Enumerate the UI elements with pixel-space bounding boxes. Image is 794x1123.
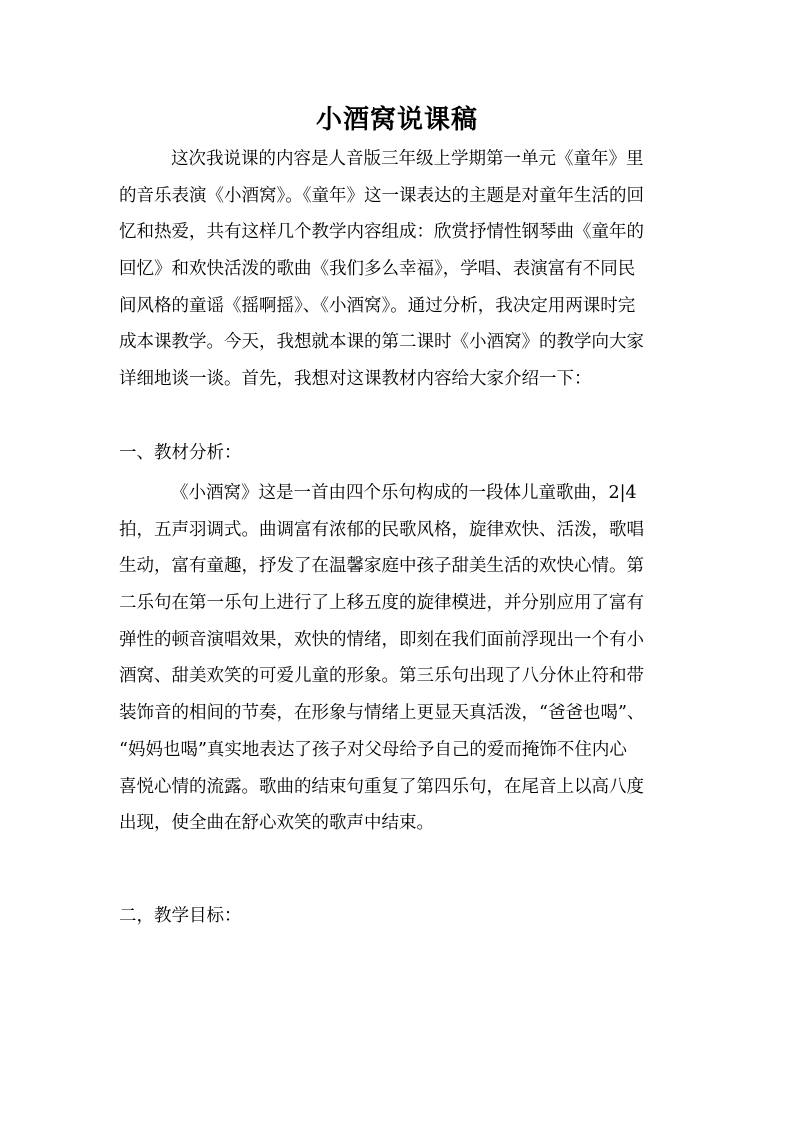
paragraph-line: 装饰音的相间的节奏，在形象与情绪上更显天真活泼，“爸爸也喝”、	[119, 703, 645, 724]
paragraph-line: 回忆》和欢快活泼的歌曲《我们多么幸福》，学唱、表演富有不同民	[119, 259, 636, 280]
paragraph-line: 间风格的童谣《摇啊摇》、《小酒窝》。通过分析，我决定用两课时完	[119, 295, 636, 316]
paragraph-line: 忆和热爱，共有这样几个教学内容组成：欣赏抒情性钢琴曲《童年的	[119, 222, 644, 243]
paragraph-line: 成本课教学。今天，我想就本课的第二课时《小酒窝》的教学向大家	[119, 332, 644, 353]
paragraph-line: 详细地谈一谈。首先，我想对这课教材内容给大家介绍一下：	[119, 369, 592, 390]
textbook-analysis-paragraph	[119, 475, 687, 842]
paragraph-line: 拍，五声羽调式。曲调富有浓郁的民歌风格，旋律欢快、活泼，歌唱	[119, 519, 644, 540]
paragraph-line: 出现，使全曲在舒心欢笑的歌声中结束。	[119, 813, 434, 834]
paragraph-line: 这次我说课的内容是人音版三年级上学期第一单元《童年》里	[171, 149, 644, 169]
intro-paragraph	[119, 141, 687, 398]
paragraph-line: 弹性的顿音演唱效果，欢快的情绪，即刻在我们面前浮现出一个有小	[119, 629, 644, 650]
paragraph-line: 生动，富有童趣，抒发了在温馨家庭中孩子甜美生活的欢快心情。第	[119, 556, 644, 577]
paragraph-line: 的音乐表演《小酒窝》。《童年》这一课表达的主题是对童年生活的回	[119, 185, 644, 206]
paragraph-line: 《小酒窝》这是一首由四个乐句构成的一段体儿童歌曲，2|4	[171, 483, 637, 503]
document-title: 小酒窝说课稿	[315, 105, 478, 135]
paragraph-line: 酒窝、甜美欢笑的可爱儿童的形象。第三乐句出现了八分休止符和带	[119, 666, 644, 687]
paragraph-line: 二乐句在第一乐句上进行了上移五度的旋律模进，并分别应用了富有	[119, 593, 644, 614]
paragraph-line: 喜悦心情的流露。歌曲的结束句重复了第四乐句，在尾音上以高八度	[119, 776, 644, 797]
section-heading-teaching-goals: 二，教学目标：	[119, 906, 242, 926]
section-heading-textbook-analysis: 一、教材分析：	[119, 443, 242, 463]
paragraph-line: “妈妈也喝”真实地表达了孩子对父母给予自己的爱而掩饰不住内心	[119, 739, 627, 760]
